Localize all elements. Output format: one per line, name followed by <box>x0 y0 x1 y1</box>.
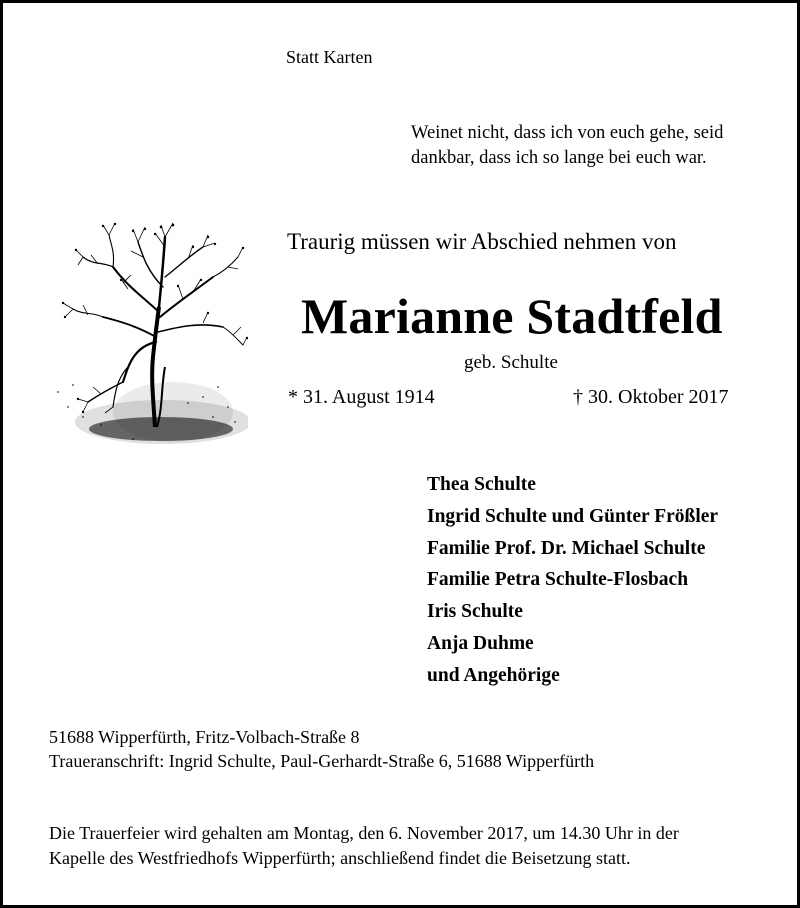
ceremony-line: Kapelle des Westfriedhofs Wipperfürth; anschließend findet die Beisetzung statt. <box>49 848 631 868</box>
address-block <box>49 725 594 773</box>
tree-icon <box>43 217 248 452</box>
mourner: Iris Schulte <box>427 601 523 623</box>
ceremony-line: Die Trauerfeier wird gehalten am Montag, den 6. November 2017, um 14.30 Uhr in der <box>49 823 679 843</box>
birth-date: * 31. August 1914 <box>288 386 435 408</box>
address-line: 51688 Wipperfürth, Fritz-Volbach-Straße 8 <box>49 727 360 747</box>
ceremony-info <box>49 821 679 871</box>
verse-line: Weinet nicht, dass ich von euch gehe, seid <box>411 123 724 143</box>
birth-name: geb. Schulte <box>464 352 558 373</box>
mourner: Thea Schulte <box>427 474 536 495</box>
deceased-name: Marianne Stadtfeld <box>301 288 723 344</box>
mourner: Anja Duhme <box>427 632 534 654</box>
verse-line: dankbar, dass ich so lange bei euch war. <box>411 148 707 168</box>
verse <box>411 121 771 171</box>
mourner: Ingrid Schulte und Günter Frößler <box>427 505 719 527</box>
death-date: † 30. Oktober 2017 <box>573 386 729 408</box>
mourner: Familie Prof. Dr. Michael Schulte <box>427 537 706 559</box>
header-note: Statt Karten <box>286 47 373 67</box>
mourners-list <box>427 469 718 692</box>
mourner: und Angehörige <box>427 664 560 686</box>
address-line: Traueranschrift: Ingrid Schulte, Paul-Gerhardt-Straße 6, 51688 Wipperfürth <box>49 751 595 771</box>
intro-text: Traurig müssen wir Abschied nehmen von <box>287 229 677 254</box>
mourner: Familie Petra Schulte-Flosbach <box>427 569 689 591</box>
